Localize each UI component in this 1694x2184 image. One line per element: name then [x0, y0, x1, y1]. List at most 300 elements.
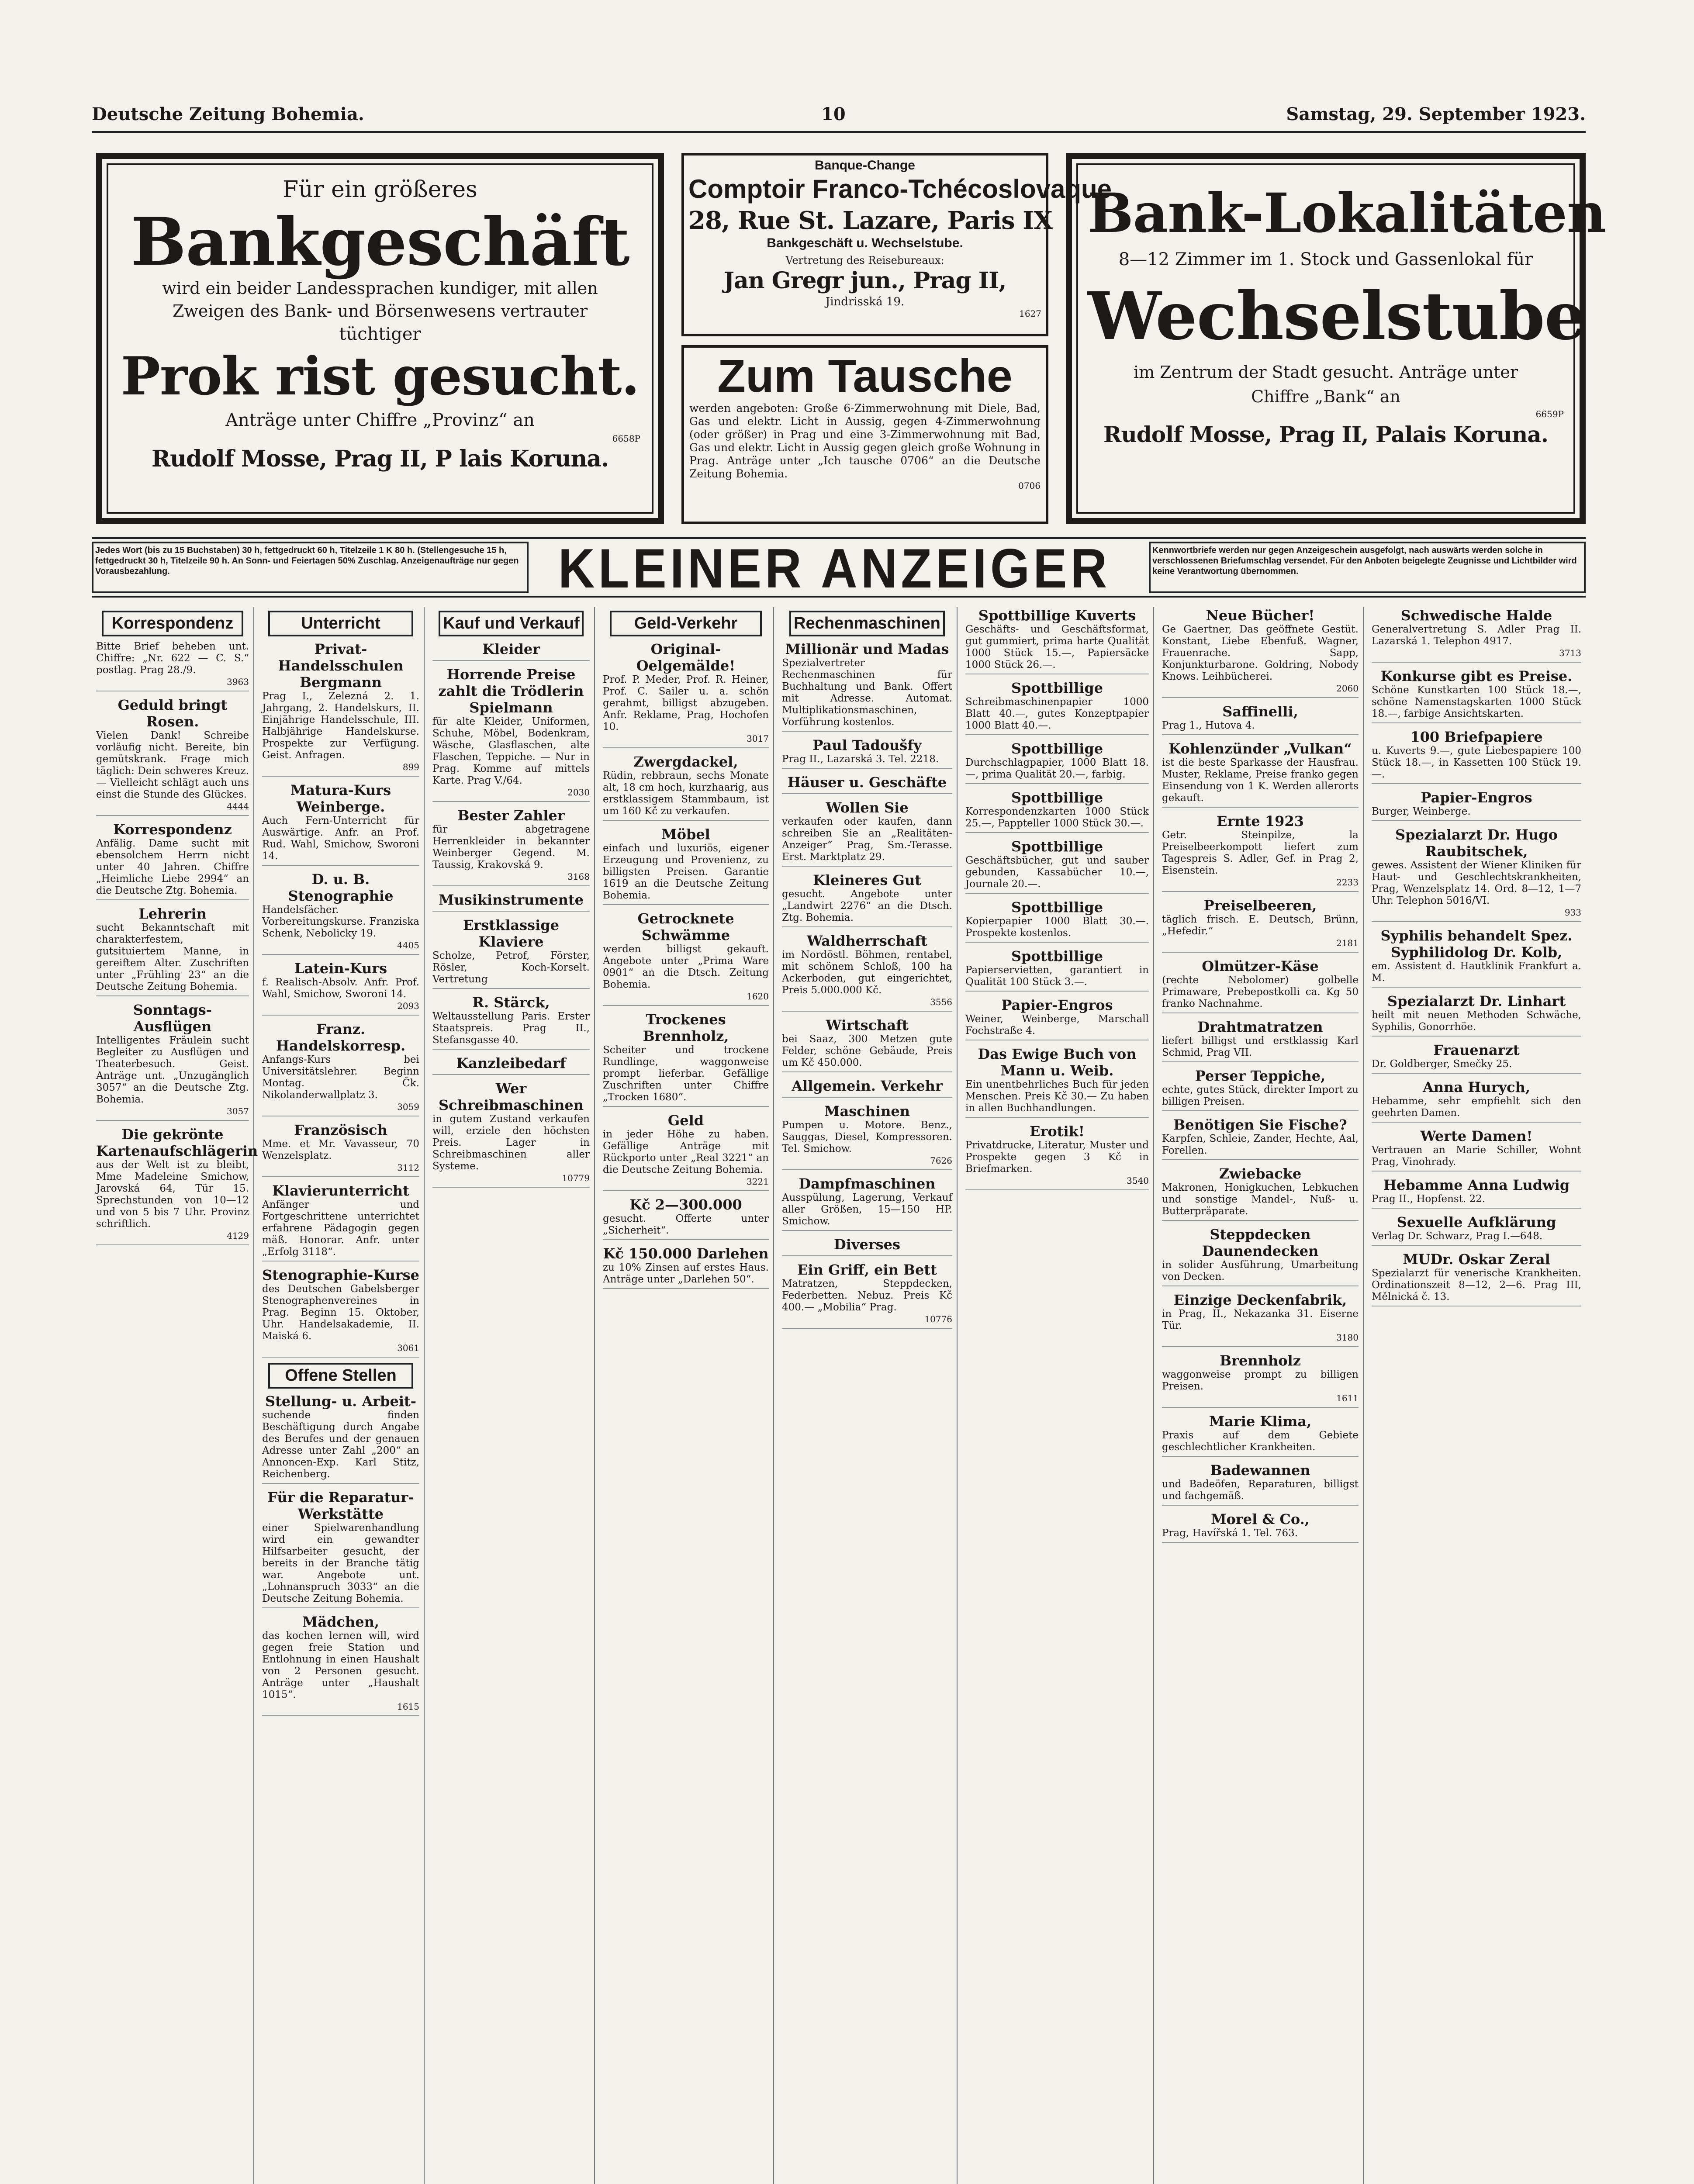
section-title: KLEINER ANZEIGER — [558, 537, 1111, 600]
ad-heading: Getrocknete Schwämme — [637, 910, 734, 943]
ad-heading: D. u. B. Stenographie — [288, 871, 394, 904]
ad-code: 2093 — [397, 1001, 419, 1011]
newspaper-name: Deutsche Zeitung Bohemia. — [92, 104, 364, 124]
ad-text: Verlag Dr. Schwarz, Prag I.—648. — [1372, 1230, 1543, 1242]
ad-bank-prokurist: Prok rist gesucht. — [121, 346, 640, 407]
ad-banque-line5: Vertretung des Reisebureaux: — [785, 254, 944, 266]
column-5 — [778, 607, 958, 2184]
ad-heading: Stellung- u. Arbeit- — [265, 1393, 417, 1410]
ad-lok-line2: 8—12 Zimmer im 1. Stock und Gassenlokal für — [1118, 249, 1533, 270]
ad-heading: 100 Briefpapiere — [1410, 729, 1543, 745]
ad-banque-line7: Jindrisská 19. — [825, 295, 905, 308]
column-heading: Korrespondenz — [102, 611, 243, 636]
ad-text: Scheiter und trockene Rundlinge, waggonweise prompt lieferbar. Gefällige Zuschriften unter Chiffre „Trocken 1680“. — [603, 1044, 772, 1103]
ad-text: Schöne Kunstkarten 100 Stück 18.—, schöne Namenstagskarten 1000 Stück 18.—, farbige Ansichtskarten. — [1372, 684, 1585, 719]
ad-lok-wechselstube: Wechselstube — [1088, 278, 1586, 355]
ad-heading: Diverses — [833, 1236, 901, 1253]
ad-heading: Zwergdackel, — [633, 753, 738, 770]
ad-code: 2030 — [567, 787, 590, 798]
ad-text: in solider Ausführung, Umarbeitung von Decken. — [1162, 1259, 1362, 1282]
ad-heading: Spottbillige — [1011, 740, 1103, 757]
column-heading: Geld-Verkehr — [610, 611, 762, 636]
classified-ad — [1162, 1462, 1362, 1506]
ad-text: Ausspülung, Lagerung, Verkauf aller Größen, 15—150 HP. Smichow. — [782, 1192, 956, 1227]
ad-heading: R. Stärck, — [472, 994, 550, 1011]
ad-tausche-text: werden angeboten: Große 6-Zimmerwohnung mit Diele, Bad, Gas und elektr. Licht in Aussig, gegen 4-Zimmerwohnung (oder größer) in Prag und eine 3-Zimmerwohnung mit Bad, Gas und elektr. Licht in Aussig gegen gleich große Wohnung in Prag. Anträge unter „Ich tausche 0706“ an die Deutsche Zeitung Bohemia. — [689, 402, 1041, 480]
ad-text: heilt mit neuen Methoden Schwäche, Syphilis, Gonorrhöe. — [1372, 1009, 1585, 1033]
ad-bankgeschaeft — [96, 153, 664, 524]
ad-lok-headline: Bank-Lokalitäten — [1088, 182, 1606, 245]
classified-ad — [1372, 607, 1585, 663]
newspaper-page — [92, 100, 1606, 2184]
ad-heading: Horrende Preise zahlt die Trödlerin Spielmann — [438, 666, 584, 716]
ad-text: gewes. Assistent der Wiener Kliniken für Haut- und Geschlechtskrankheiten, Prag, Wenzelsplatz 14. Ord. 8—12, 1—7 Uhr. Telephon 5016/VI. — [1372, 860, 1585, 906]
column-1 — [92, 607, 258, 2184]
ad-text: Intelligentes Fräulein sucht Begleiter zu Ausflügen und Theaterbesuch. Geist. Anträge unt. „Unzugänglich 3057“ an die Deutsche Ztg. Bohemia. — [96, 1035, 252, 1105]
classified-ad — [965, 948, 1152, 992]
page-header-line — [92, 100, 1586, 133]
ad-text: Spezialvertreter Rechenmaschinen für Buchhaltung und Bank. Offert mit Adresse. Automat. Multiplikationsmaschinen, Vorführung kostenlos. — [782, 657, 956, 728]
ad-text: Spezialarzt für venerische Krankheiten. Ordinationszeit 8—12, 2—6. Prag III, Mělnická č. 13. — [1372, 1268, 1585, 1303]
ad-text: Scholze, Petrof, Förster, Rösler, Koch-Korselt. Vertretung — [432, 950, 593, 985]
ad-heading: Einzige Deckenfabrik, — [1173, 1292, 1347, 1308]
ad-code: 3061 — [397, 1343, 419, 1353]
ad-heading: Wer Schreibmaschinen — [438, 1080, 584, 1113]
ad-heading: Häuser u. Geschäfte — [787, 774, 947, 791]
classified-ad — [782, 1103, 956, 1170]
ad-text: Hebamme, sehr empfiehlt sich den geehrten Damen. — [1372, 1095, 1585, 1119]
ad-text: em. Assistent d. Hautklinik Frankfurt a. M. — [1372, 961, 1585, 984]
ad-heading: Sonntags-Ausflügen — [133, 1002, 212, 1035]
ad-code: 933 — [1564, 907, 1581, 918]
ad-text: Geschäftsbücher, gut und sauber gebunden, Kassabücher 10.—, Journale 20.—. — [965, 855, 1152, 890]
ad-text: Mme. et Mr. Vavasseur, 70 Wenzelsplatz. — [262, 1138, 423, 1161]
classified-ad — [965, 789, 1152, 833]
ad-heading: Paul Tadoušfy — [812, 737, 922, 753]
ad-text: Weiner, Weinberge, Marschall Fochstraße 4. — [965, 1013, 1152, 1037]
classified-ad — [1372, 927, 1585, 988]
ad-text: Anfangs-Kurs bei Universitätslehrer. Beginn Montag. Čk. Nikolanderwallplatz 3. — [262, 1054, 423, 1101]
ad-heading: Wirtschaft — [826, 1017, 909, 1033]
ad-heading: Erstklassige Klaviere — [463, 917, 560, 950]
ad-text: (rechte Nebolomer) golbelle Primaware, Prebepostkolli ca. Kg 50 franko Nachnahme. — [1162, 975, 1362, 1009]
ad-heading: Ernte 1923 — [1217, 813, 1304, 829]
classified-ad — [1162, 813, 1362, 892]
ad-heading: Erotik! — [1030, 1123, 1085, 1140]
ad-code: 3112 — [397, 1162, 419, 1173]
ad-heading: Millionär und Madas — [785, 641, 949, 657]
classified-ad — [782, 1175, 956, 1231]
ad-bank-headline: Bankgeschäft — [131, 204, 629, 280]
ad-text: Anfälig. Dame sucht mit ebensolchem Herrn nicht unter 40 Jahren. Chiffre „Heimliche Liebe 2994“ an die Deutsche Ztg. Bohemia. — [96, 838, 252, 896]
ad-code: 899 — [402, 762, 419, 772]
ad-lok-mosse: Rudolf Mosse, Prag II, Palais Koruna. — [1103, 422, 1549, 447]
ad-heading: Privat-Handelsschulen Bergmann — [278, 641, 404, 691]
ad-text: Auch Fern-Unterricht für Auswärtige. Anfr. an Prof. Rud. Wahl, Smichow, Sworoni 14. — [262, 815, 423, 862]
classified-ad — [432, 641, 590, 661]
ad-code: 10776 — [924, 1314, 952, 1324]
classified-ad — [603, 1245, 772, 1289]
ad-code: 4405 — [397, 940, 419, 950]
classified-ad — [1372, 1128, 1585, 1171]
classified-ad — [262, 782, 423, 866]
ad-heading: Werte Damen! — [1420, 1128, 1533, 1144]
classified-ad — [603, 1196, 772, 1240]
ad-code: 2181 — [1336, 938, 1359, 948]
ad-heading: Morel & Co., — [1211, 1511, 1310, 1527]
column-heading-2: Offene Stellen — [268, 1363, 413, 1389]
ad-heading: MUDr. Oskar Zeral — [1403, 1251, 1550, 1268]
ad-banque-comptoir: Comptoir Franco-Tchécoslovaque — [688, 174, 1112, 204]
classified-ad — [1372, 729, 1585, 784]
ad-heading: Neue Bücher! — [1206, 607, 1315, 624]
classified-ad — [432, 1080, 593, 1188]
ad-text: Geschäfts- und Geschäftsformat, gut gummiert, prima harte Qualität 1000 Stück 15.—, Papiersäcke 1000 Stück 26.—. — [965, 624, 1152, 670]
ad-heading: Schwedische Halde — [1400, 607, 1552, 624]
classified-ad — [1162, 1019, 1362, 1062]
ad-heading: Papier-Engros — [1001, 997, 1113, 1013]
ad-text: Prof. P. Meder, Prof. R. Heiner, Prof. C. Sailer u. a. schön gerahmt, billigst abzugeben. Anfr. Reklame, Prag, Hochofen 10. — [603, 674, 772, 733]
ad-banque-change — [681, 153, 1112, 336]
ad-text: waggonweise prompt zu billigen Preisen. — [1162, 1369, 1362, 1392]
classified-ad — [782, 799, 956, 867]
ad-heading: Möbel — [661, 826, 710, 843]
ad-text: Prag II., Hopfenst. 22. — [1372, 1193, 1486, 1205]
classified-ad — [432, 892, 590, 912]
classified-ad — [262, 1393, 423, 1484]
classified-ad — [1372, 826, 1585, 922]
classified-ad — [262, 960, 423, 1016]
kleiner-anzeiger-header — [92, 537, 1586, 598]
ad-heading: Matura-Kurs Weinberge. — [290, 782, 391, 815]
ad-bank-line7: Anträge unter Chiffre „Provinz“ an — [225, 410, 535, 430]
classified-ad — [262, 641, 423, 777]
ad-code: 3713 — [1559, 648, 1581, 658]
ad-heading: Lehrerin — [138, 905, 207, 922]
ad-text: Prag, Havířská 1. Tel. 763. — [1162, 1527, 1298, 1539]
ad-heading: Latein-Kurs — [294, 960, 387, 977]
ad-text: Pumpen u. Motore. Benz., Sauggas, Diesel, Kompressoren. Tel. Smichow. — [782, 1120, 956, 1154]
column-2 — [258, 607, 425, 2184]
classified-ad — [1162, 703, 1359, 735]
ad-text: in jeder Höhe zu haben. Gefällige Anträge mit Rückporto unter „Real 3221“ an die Deutsche Zeitung Bohemia. — [603, 1129, 772, 1175]
ad-heading: Steppdecken Daunendecken — [1202, 1226, 1319, 1259]
ad-code: 7626 — [930, 1155, 952, 1166]
classified-ad — [96, 1002, 252, 1121]
classified-ad — [603, 826, 772, 905]
classified-ad — [965, 838, 1152, 894]
ad-text: das kochen lernen will, wird gegen freie Station und Entlohnung in einen Haushalt von 2 Personen gesucht. Anträge unter „Haushalt 1015“. — [262, 1630, 423, 1700]
ad-text: Kopierpapier 1000 Blatt 30.—. Prospekte kostenlos. — [965, 916, 1152, 939]
classified-ad — [432, 917, 593, 989]
classified-ad — [782, 933, 956, 1012]
ad-bank-lokalitaeten — [1066, 153, 1606, 524]
ad-heading: Benötigen Sie Fische? — [1173, 1116, 1347, 1133]
column-heading: Rechenmaschinen — [789, 611, 945, 636]
classified-ad — [1162, 958, 1362, 1013]
ad-text: Bitte Brief beheben unt. Chiffre: „Nr. 622 — C. S.“ postlag. Prag 28./9. — [96, 641, 252, 676]
classified-ad — [603, 753, 772, 821]
classified-ad — [965, 899, 1152, 943]
ad-heading: Klavierunterricht — [272, 1182, 409, 1199]
ad-heading: Spottbillige — [1011, 789, 1103, 806]
ad-text: täglich frisch. E. Deutsch, Brünn, „Hefedir.“ — [1162, 914, 1362, 937]
ad-heading: Franz. Handelskorresp. — [276, 1021, 406, 1054]
ad-code: 3017 — [747, 733, 769, 744]
ad-heading: Das Ewige Buch von Mann u. Weib. — [978, 1046, 1137, 1079]
classified-ad — [603, 910, 772, 1006]
classified-ad — [1372, 789, 1581, 821]
ad-heading: Drahtmatratzen — [1197, 1019, 1323, 1035]
column-items — [778, 641, 957, 1329]
ad-code: 3057 — [227, 1106, 249, 1116]
classified-ad — [262, 1122, 423, 1177]
classified-ad — [1372, 1251, 1585, 1306]
ad-text: in gutem Zustand verkaufen will, erziele den höchsten Preis. Lager in Schreibmaschinen aller Systeme. — [432, 1113, 593, 1172]
ad-heading: Kč 2—300.000 — [629, 1196, 742, 1213]
ad-text: Praxis auf dem Gebiete geschlechtlicher Krankheiten. — [1162, 1430, 1362, 1453]
classified-ad — [782, 737, 952, 769]
classified-ad — [432, 994, 593, 1050]
classified-ad — [1162, 1068, 1362, 1111]
ad-heading: Trockenes Brennholz, — [643, 1011, 729, 1044]
ad-lok-line5: Chiffre „Bank“ an — [1251, 387, 1400, 406]
classified-ad — [432, 666, 593, 802]
ad-code: 1611 — [1336, 1393, 1359, 1403]
ad-bank-code: 6658P — [612, 433, 640, 444]
classified-ad — [1162, 1413, 1362, 1457]
column-items — [961, 607, 1153, 1190]
classified-ad — [782, 641, 956, 732]
ad-zum-tausche — [681, 345, 1048, 524]
ad-heading: Kanzleibedarf — [456, 1055, 566, 1071]
classified-ad — [262, 1489, 423, 1608]
classified-ad — [782, 1236, 952, 1256]
ad-heading: Frauenarzt — [1433, 1042, 1520, 1058]
ad-heading: Kč 150.000 Darlehen — [603, 1245, 769, 1262]
ad-text: einer Spielwarenhandlung wird ein gewandter Hilfsarbeiter gesucht, der bereits in der Branche tätig war. Angebote unt. „Lohnanspruch 3033“ an die Deutsche Zeitung Bohemia. — [262, 1522, 423, 1604]
ad-text: Prag I., Zelezná 2. 1. Jahrgang, 2. Handelskurs, II. Einjährige Handelsschule, III. Halbjährige Handelskurse. Prospekte zur Verfügung. Geist. Anfragen. — [262, 691, 423, 761]
ad-tausche-code: 0706 — [1018, 480, 1041, 491]
ad-text: Karpfen, Schleie, Zander, Hechte, Aal, Forellen. — [1162, 1133, 1362, 1156]
ad-heading: Spottbillige — [1011, 680, 1103, 696]
classified-ad — [1162, 740, 1362, 808]
issue-date: Samstag, 29. September 1923. — [1286, 104, 1586, 124]
ad-text: Ein unentbehrliches Buch für jeden Menschen. Preis Kč 30.— Zu haben in allen Buchhandlungen. — [965, 1079, 1152, 1114]
column-4 — [598, 607, 774, 2184]
kennwort-note: Kennwortbriefe werden nur gegen Anzeigeschein ausgefolgt, nach auswärts werden solche in verschlossenen Briefumschlag versendet. Für den Anboten beigelegte Zeugnisse und Lichtbilder wird keine Verantwortung übernommen. — [1149, 542, 1586, 593]
ad-code: 1615 — [397, 1701, 419, 1712]
ad-heading: Kleider — [482, 641, 540, 657]
classified-ad — [1372, 1042, 1581, 1074]
ad-heading: Dampfmaschinen — [799, 1175, 936, 1192]
ad-heading: Kohlenzünder „Vulkan“ — [1169, 740, 1352, 757]
classified-ad — [96, 641, 252, 691]
ad-lok-line4: im Zentrum der Stadt gesucht. Anträge unter — [1133, 363, 1518, 382]
ad-text: f. Realisch-Absolv. Anfr. Prof. Wahl, Smichow, Sworoni 14. — [262, 977, 423, 1000]
ad-code: 3963 — [227, 677, 249, 687]
ad-code: 4444 — [227, 801, 249, 812]
classified-ad — [603, 1011, 772, 1107]
ad-text: ist die beste Sparkasse der Hausfrau. Muster, Reklame, Preise franko gegen Einsendung von 1 K. Werden allerorts gekauft. — [1162, 757, 1362, 804]
ad-heading: Original-Oelgemälde! — [636, 641, 736, 674]
classified-ad — [96, 821, 252, 900]
ad-text: Weltausstellung Paris. Erster Staatspreis. Prag II., Stefansgasse 40. — [432, 1011, 593, 1046]
ad-heading: Französisch — [294, 1122, 387, 1138]
ad-banque-line4: Bankgeschäft u. Wechselstube. — [767, 236, 963, 250]
ad-text: Schreibmaschinenpapier 1000 Blatt 40.—, gutes Konzeptpapier 1000 Blatt 40.—. — [965, 696, 1152, 731]
ad-text: echte, gutes Stück, direkter Import zu billigen Preisen. — [1162, 1084, 1362, 1107]
ad-text: Privatdrucke, Literatur, Muster und Prospekte gegen 3 Kč in Briefmarken. — [965, 1140, 1152, 1175]
classified-ad — [603, 641, 772, 748]
ad-text: bei Saaz, 300 Metzen gute Felder, schöne Gebäude, Preis um Kč 450.000. — [782, 1033, 956, 1068]
classified-ad — [262, 871, 423, 955]
ad-heading: Die gekrönte Kartenaufschlägerin — [96, 1126, 258, 1159]
ad-heading: Marie Klima, — [1209, 1413, 1312, 1430]
ad-heading: Musikinstrumente — [439, 892, 584, 908]
ad-heading: Korrespondenz — [113, 821, 232, 838]
ad-text: in Prag, II., Nekazanka 31. Eiserne Tür. — [1162, 1308, 1362, 1331]
column-items — [598, 641, 773, 1289]
ad-lok-code: 6659P — [1535, 409, 1564, 419]
column-items — [428, 641, 594, 1188]
classified-ad — [965, 1123, 1152, 1190]
classified-ad — [965, 1046, 1152, 1118]
ad-heading: Olmützer-Käse — [1202, 958, 1319, 975]
ad-text: Vielen Dank! Schreibe vorläufig nicht. Bereite, bin gemütskrank. Frage mich täglich: Dein schweres Kreuz. — Vielleicht schlägt auch uns einst die Stunde des Glückes. — [96, 730, 252, 800]
ad-heading: Spottbillige — [1011, 838, 1103, 855]
pricing-note: Jedes Wort (bis zu 15 Buchstaben) 30 h, fettgedruckt 60 h, Titelzeile 1 K 80 h. (Stellengesuche 15 h, fettgedruckt 30 h, Titelzeile 90 h. An Sonn- und Feiertagen 50% Zuschlag. Anzeigenaufträge nur gegen Vorausbezahlung. — [92, 542, 529, 593]
ad-tausche-title: Zum Tausche — [717, 350, 1013, 402]
ad-bank-line1: Für ein größeres — [283, 176, 477, 203]
ad-text: Burger, Weinberge. — [1372, 806, 1471, 817]
ad-heading: Preiselbeeren, — [1203, 897, 1317, 914]
ad-text: Getr. Steinpilze, la Preiselbeerkompott liefert zum Tagespreis S. Adler, Gef. in Prag 2, Eisenstein. — [1162, 829, 1362, 876]
classified-ad — [603, 1112, 772, 1191]
classified-ad — [262, 1021, 423, 1116]
ad-text: des Deutschen Gabelsberger Stenographenvereines in Prag. Beginn 15. Oktober, Uhr. Handelsakademie, II. Maiská 6. — [262, 1283, 423, 1342]
classified-ad — [965, 997, 1152, 1040]
ad-code: 2233 — [1336, 877, 1359, 888]
ad-code: 3168 — [567, 871, 590, 882]
ad-code: 2060 — [1336, 683, 1359, 694]
ad-text: Matratzen, Steppdecken, Federbetten. Nebuz. Preis Kč 400.— „Mobilia“ Prag. — [782, 1278, 956, 1313]
ad-code: 3221 — [747, 1176, 769, 1187]
classified-ad — [1162, 1226, 1362, 1286]
ad-bank-line3: wird ein beider Landessprachen kundiger, mit allen — [162, 279, 598, 298]
column-items-2 — [258, 1393, 424, 1716]
ad-heading: Waldherrschaft — [807, 933, 927, 949]
column-heading: Kauf und Verkauf — [439, 611, 584, 636]
ad-banque-address: 28, Rue St. Lazare, Paris IX — [688, 206, 1052, 235]
classified-ad — [965, 680, 1152, 735]
column-7 — [1158, 607, 1364, 2184]
column-items — [92, 641, 258, 1245]
ad-text: verkaufen oder kaufen, dann schreiben Sie an „Realitäten-Anzeiger“ Prag, Sm.-Terasse. Erst. Marktplatz 29. — [782, 816, 956, 863]
ad-text: werden billigst gekauft. Angebote unter „Prima Ware 0901“ an die Dtsch. Zeitung Bohemia. — [603, 943, 772, 990]
classified-ad — [1162, 1116, 1362, 1160]
classified-ad — [262, 1182, 423, 1261]
ad-bank-line4: Zweigen des Bank- und Börsenwesens vertrauter — [172, 301, 588, 321]
ad-text: zu 10% Zinsen auf erstes Haus. Anträge unter „Darlehen 50“. — [603, 1262, 772, 1285]
ad-heading: Wollen Sie — [826, 799, 909, 816]
ad-heading: Allgemein. Verkehr — [792, 1078, 943, 1094]
ad-heading: Spottbillige — [1011, 948, 1103, 964]
ad-heading: Brennholz — [1220, 1352, 1301, 1369]
ad-text: Ge Gaertner, Das geöffnete Gestüt. Konstant, Liebe Ebenfuß. Wagner, Frauenrache. Sapp, Konjunkturbarone. Goldring, Nobody Knows. Leihbücherei. — [1162, 624, 1362, 682]
ad-heading: Sexuelle Aufklärung — [1397, 1214, 1556, 1230]
ad-text: Korrespondenzkarten 1000 Stück 25.—, Pappteller 1000 Stück 30.—. — [965, 806, 1152, 829]
ad-text: u. Kuverts 9.—, gute Liebespapiere 100 Stück 18.—, in Kassetten 100 Stück 19.—. — [1372, 745, 1585, 780]
ad-banque-code: 1627 — [1019, 308, 1041, 319]
ad-heading: Konkurse gibt es Preise. — [1380, 668, 1573, 684]
classified-ad — [782, 774, 952, 794]
classified-ad — [782, 1078, 952, 1098]
classified-ad — [96, 1126, 258, 1245]
ad-code: 10779 — [562, 1173, 590, 1183]
ad-bank-line5: tüchtiger — [339, 324, 421, 344]
column-items — [1367, 607, 1586, 1306]
ad-text: Generalvertretung S. Adler Prag II. Lazarská 1. Telephon 4917. — [1372, 624, 1585, 647]
ad-text: Anfänger und Fortgeschrittene unterrichtet erfahrene Pädagogin gegen mäß. Honorar. Anfr. unter „Erfolg 3118“. — [262, 1199, 423, 1258]
ad-text: für alte Kleider, Uniformen, Schuhe, Möbel, Bodenkram, Wäsche, Glasflaschen, alte Flaschen, Teppiche. — Nur in Prag. Komme auf mittels Karte. Prag V./64. — [432, 716, 593, 786]
column-8 — [1367, 607, 1586, 2184]
ad-text: suchende finden Beschäftigung durch Angabe des Berufes und der genauen Adresse unter Zahl „200“ an Annoncen-Exp. Karl Stitz, Reichenberg. — [262, 1410, 423, 1480]
classified-ad — [1162, 1511, 1359, 1543]
ad-text: Vertrauen an Marie Schiller, Wohnt Prag, Vinohrady. — [1372, 1144, 1585, 1168]
ad-heading: Zwiebacke — [1219, 1165, 1302, 1182]
ad-heading: Saffinelli, — [1222, 703, 1298, 720]
ad-heading: Ein Griff, ein Bett — [797, 1261, 937, 1278]
classified-ad — [1162, 1292, 1362, 1347]
classified-ad — [965, 740, 1149, 784]
ad-heading: Stenographie-Kurse — [262, 1267, 419, 1283]
classified-ad — [262, 1614, 423, 1716]
column-3 — [428, 607, 595, 2184]
ad-heading: Perser Teppiche, — [1195, 1068, 1326, 1084]
ad-text: im Nordöstl. Böhmen, rentabel, mit schönem Schloß, 100 ha Ackerboden, gut eingerichtet, Preis 5.000.000 Kč. — [782, 949, 956, 996]
ad-code: 4129 — [227, 1230, 249, 1241]
ad-banque-line1: Banque-Change — [814, 158, 915, 173]
ad-text: und Badeöfen, Reparaturen, billigst und fachgemäß. — [1162, 1479, 1362, 1502]
ad-text: Durchschlagpapier, 1000 Blatt 18.—, prima Qualität 20.—, farbig. — [965, 757, 1149, 780]
classified-ad — [1372, 1214, 1581, 1246]
ad-heading: Spottbillige — [1011, 899, 1103, 916]
ad-heading: Geduld bringt Rosen. — [118, 697, 228, 730]
classified-ad — [262, 1267, 423, 1358]
classified-ad — [965, 607, 1152, 674]
ad-text: Rüdin, rebbraun, sechs Monate alt, 18 cm hoch, kurzhaarig, aus erstklassigem Stammbaum, ist um 160 Kč zu verkaufen. — [603, 770, 772, 817]
ad-heading: Für die Reparatur-Werkstätte — [267, 1489, 414, 1522]
ad-heading: Spezialarzt Dr. Hugo Raubitschek, — [1395, 826, 1558, 860]
classified-ad — [782, 1017, 956, 1072]
classified-ad — [432, 807, 593, 886]
ad-text: Makronen, Honigkuchen, Lebkuchen und sonstige Mandel-, Nuß- u. Butterpräparate. — [1162, 1182, 1362, 1217]
ad-code: 3540 — [1127, 1175, 1149, 1186]
classified-ad — [1372, 1079, 1585, 1123]
ad-text: Papierservietten, garantiert in Qualität 100 Stück 3.—. — [965, 964, 1152, 988]
classified-ad — [1372, 993, 1585, 1037]
classified-ad — [782, 1261, 956, 1329]
ad-heading: Hebamme Anna Ludwig — [1383, 1177, 1570, 1193]
classified-ad — [96, 697, 252, 816]
page-number: 10 — [821, 104, 846, 124]
ad-text: einfach und luxuriös, eigener Erzeugung und Provenienz, zu billigsten Preisen. Garantie 1619 an die Deutsche Zeitung Bohemia. — [603, 843, 772, 901]
ad-code: 3556 — [930, 997, 952, 1007]
ad-text: Handelsfächer. Vorbereitungskurse. Franziska Schenk, Nebolicky 19. — [262, 904, 423, 939]
ad-heading: Anna Hurych, — [1422, 1079, 1531, 1095]
ad-heading: Bester Zahler — [457, 807, 565, 824]
